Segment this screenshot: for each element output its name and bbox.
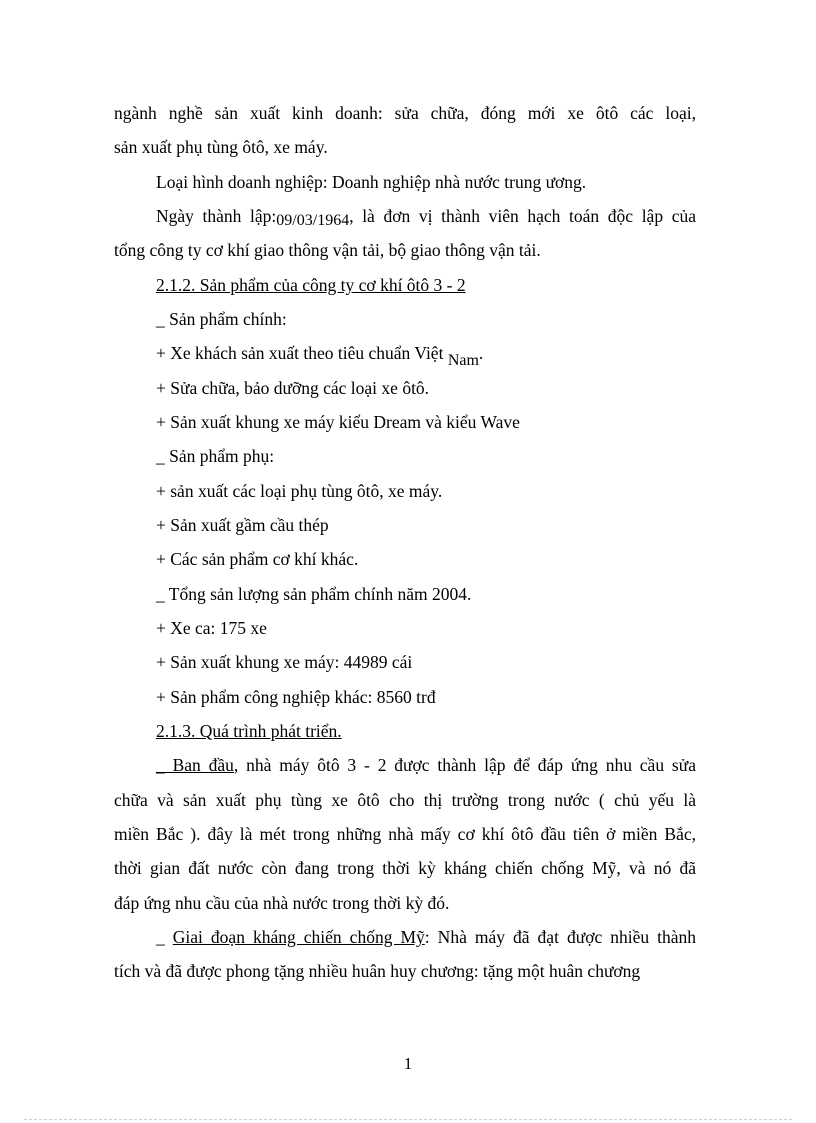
text-line: đáp ứng nhu cầu của nhà nước trong thời kỳ đó.	[114, 893, 450, 913]
text-line: _ Sản phẩm chính:	[156, 309, 287, 329]
page-divider	[24, 1119, 792, 1120]
section-heading: 2.1.2. Sản phẩm của công ty cơ khí ôtô 3 - 2	[156, 275, 466, 295]
text-line	[156, 342, 484, 369]
text-fragment: + Xe khách sản xuất theo tiêu chuẩn Việt	[156, 343, 444, 363]
text-fragment: , là đơn vị thành viên hạch toán độc lập của	[349, 206, 696, 226]
text-line: + Xe ca: 175 xe	[156, 618, 267, 638]
text-fragment: .	[478, 343, 484, 363]
text-line	[114, 205, 696, 229]
text-line: tích và đã được phong tặng nhiều huân huy chương: tặng một huân chương	[114, 961, 641, 981]
text-line	[114, 754, 696, 776]
text-line: sản xuất phụ tùng ôtô, xe máy.	[114, 137, 328, 157]
text-line: ngành nghề sản xuất kinh doanh: sửa chữa, đóng mới xe ôtô các loại,	[114, 103, 696, 123]
text-line: + Sửa chữa, bảo dưỡng các loại xe ôtô.	[156, 378, 430, 398]
text-line: + Các sản phẩm cơ khí khác.	[156, 549, 359, 569]
text-line: + Sản xuất khung xe máy kiểu Dream và kiểu Wave	[156, 412, 520, 432]
text-fragment: , nhà máy ôtô 3 - 2 được thành lập để đáp ứng nhu cầu sửa	[233, 755, 696, 775]
text-line: + sản xuất các loại phụ tùng ôtô, xe máy.	[156, 481, 443, 501]
text-fragment: Nam	[447, 352, 479, 369]
text-fragment: _ Ban đầu	[156, 755, 234, 775]
text-line: Loại hình doanh nghiệp: Doanh nghiệp nhà nước trung ương.	[156, 172, 587, 192]
text-line: chữa và sản xuất phụ tùng xe ôtô cho thị trường trong nước ( chủ yếu là	[114, 790, 696, 810]
text-line: _ Sản phẩm phụ:	[156, 446, 275, 466]
text-fragment: : Nhà máy đã đạt được nhiều thành	[424, 927, 697, 947]
text-line: + Sản phẩm công nghiệp khác: 8560 trđ	[156, 687, 436, 707]
text-line: + Sản xuất gầm cầu thép	[156, 515, 329, 535]
text-fragment: Ngày thành lập:	[156, 206, 277, 226]
founding-date: 09/03/1964	[276, 212, 350, 229]
text-line: + Sản xuất khung xe máy: 44989 cái	[156, 652, 413, 672]
page-number: 1	[403, 1054, 413, 1073]
section-heading: 2.1.3. Quá trình phát triển.	[156, 721, 342, 741]
text-line: _ Tổng sản lượng sản phẩm chính năm 2004.	[156, 584, 472, 604]
text-fragment: _	[156, 927, 173, 947]
text-line: tổng công ty cơ khí giao thông vận tải, bộ giao thông vận tải.	[114, 240, 541, 260]
text-fragment: Giai đoạn kháng chiến chống Mỹ	[172, 927, 425, 947]
text-line	[114, 926, 696, 948]
text-line: thời gian đất nước còn đang trong thời kỳ kháng chiến chống Mỹ, và nó đã	[114, 858, 696, 878]
text-line: miền Bắc ). đây là mét trong những nhà mấy cơ khí ôtô đầu tiên ở miền Bắc,	[114, 824, 696, 844]
